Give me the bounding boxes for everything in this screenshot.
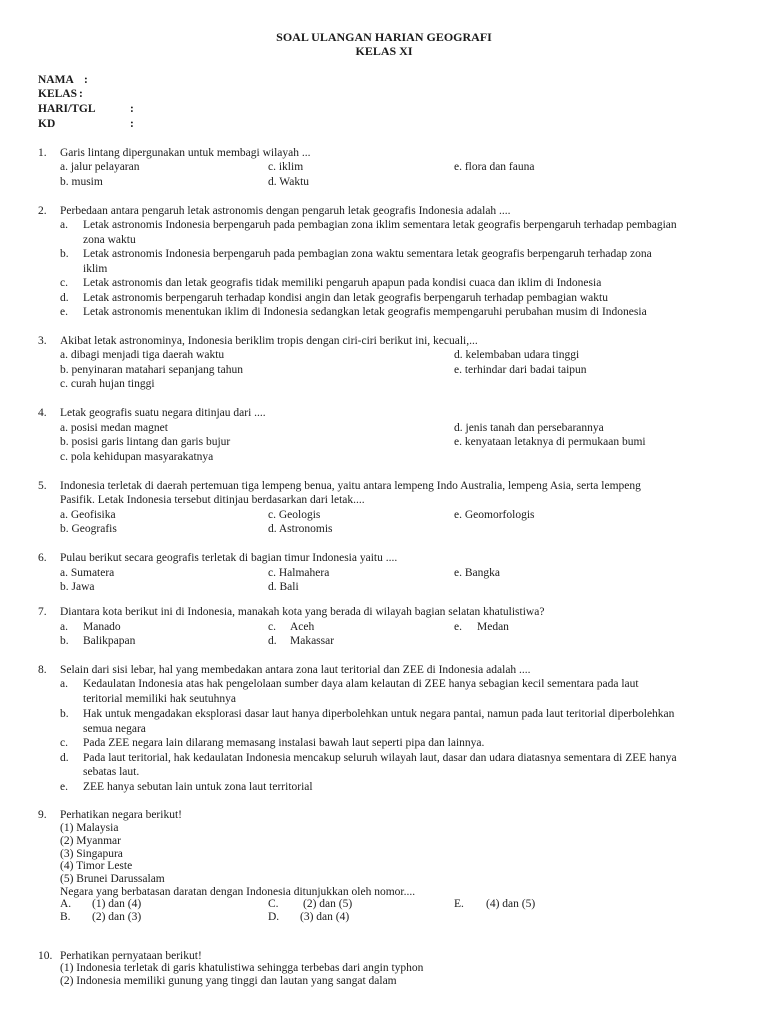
option-c-letter: c. <box>268 621 276 633</box>
option-a: a. posisi medan magnet <box>60 422 168 434</box>
question-number: 8. <box>38 664 47 676</box>
identity-label-kelas: KELAS <box>38 88 77 100</box>
option-b-text: Letak astronomis Indonesia berpengaruh pada pembagian zona waktu sementara letak geografis berpengaruh terhadap zona <box>83 248 652 260</box>
option-e: e. Geomorfologis <box>454 509 535 521</box>
option-d-text: Pada laut teritorial, hak kedaulatan Indonesia mencakup seluruh wilayah laut, dasar dan udara diatasnya sementara di ZEE hanya <box>83 752 677 764</box>
option-a-letter: a. <box>60 678 68 690</box>
option-d: d. Bali <box>268 581 299 593</box>
option-a-text: (1) dan (4) <box>92 898 142 910</box>
option-d: d. Astronomis <box>268 523 333 535</box>
question-number: 2. <box>38 205 47 217</box>
identity-colon: : <box>130 118 134 130</box>
option-d-text-cont: sebatas laut. <box>83 766 140 778</box>
page-subtitle: KELAS XI <box>355 44 413 58</box>
option-d-letter: d. <box>60 292 69 304</box>
option-b-letter: b. <box>60 635 69 647</box>
option-c: c. pola kehidupan masyarakatnya <box>60 451 214 463</box>
option-b-text: (2) dan (3) <box>92 911 142 923</box>
question-text: Indonesia terletak di daerah pertemuan tiga lempeng benua, yaitu antara lempeng Indo Australia, lempeng Asia, serta lempeng <box>60 480 641 492</box>
list-item: (1) Indonesia terletak di garis khatulistiwa sehingga terbebas dari angin typhon <box>60 962 424 974</box>
question-number: 6. <box>38 552 47 564</box>
option-e: e. kenyataan letaknya di permukaan bumi <box>454 436 646 448</box>
option-e-letter: e. <box>454 621 462 633</box>
list-item: (2) Indonesia memiliki gunung yang tinggi dan lautan yang sangat dalam <box>60 975 397 987</box>
option-b-text-cont: iklim <box>83 263 108 275</box>
option-e-text: ZEE hanya sebutan lain untuk zona laut territorial <box>83 781 313 793</box>
option-e-letter: e. <box>60 306 68 318</box>
option-b: b. penyinaran matahari sepanjang tahun <box>60 364 243 376</box>
option-e-letter: e. <box>60 781 68 793</box>
question-number: 9. <box>38 809 47 821</box>
option-d-text: Makassar <box>290 635 335 647</box>
option-c: c. Geologis <box>268 509 321 521</box>
question-number: 5. <box>38 480 47 492</box>
question-stem: Negara yang berbatasan daratan dengan Indonesia ditunjukkan oleh nomor.... <box>60 886 416 898</box>
option-b-letter: b. <box>60 248 69 260</box>
option-e-letter: E. <box>454 898 464 910</box>
option-b-text: Balikpapan <box>83 635 136 647</box>
option-c-letter: c. <box>60 277 68 289</box>
question-text: Perhatikan negara berikut! <box>60 809 182 821</box>
question-text: Akibat letak astronominya, Indonesia beriklim tropis dengan ciri-ciri berikut ini, kecuali,... <box>60 335 478 347</box>
identity-colon: : <box>79 88 83 100</box>
option-e-text: (4) dan (5) <box>486 898 536 910</box>
option-a-text: Manado <box>83 621 121 633</box>
option-b-text-cont: semua negara <box>83 723 146 735</box>
option-b: b. musim <box>60 176 103 188</box>
option-c-text: Pada ZEE negara lain dilarang memasang instalasi bawah laut seperti pipa dan lainnya. <box>83 737 485 749</box>
question-number: 10. <box>38 950 53 962</box>
option-a-text: Letak astronomis Indonesia berpengaruh pada pembagian zona iklim sementara letak geografis berpengaruh terhadap pembagian <box>83 219 677 231</box>
option-a: a. dibagi menjadi tiga daerah waktu <box>60 349 225 361</box>
identity-label-nama: NAMA <box>38 74 74 86</box>
option-c: c. Halmahera <box>268 567 330 579</box>
list-item: (1) Malaysia <box>60 822 119 834</box>
option-a: a. Geofisika <box>60 509 116 521</box>
question-text: Pulau berikut secara geografis terletak di bagian timur Indonesia yaitu .... <box>60 552 398 564</box>
option-e: e. terhindar dari badai taipun <box>454 364 587 376</box>
identity-colon: : <box>84 74 88 86</box>
option-a: a. jalur pelayaran <box>60 161 140 173</box>
option-d-letter: d. <box>268 635 277 647</box>
option-c-text: Letak astronomis dan letak geografis tidak memiliki pengaruh apapun pada kondisi cuaca dan iklim di Indonesia <box>83 277 602 289</box>
option-d-letter: D. <box>268 911 280 923</box>
option-c: c. curah hujan tinggi <box>60 378 155 390</box>
question-number: 4. <box>38 407 47 419</box>
question-text: Selain dari sisi lebar, hal yang membedakan antara zona laut teritorial dan ZEE di Indonesia adalah .... <box>60 664 531 676</box>
identity-label-hari: HARI/TGL <box>38 103 96 115</box>
option-c-text: Aceh <box>290 621 315 633</box>
question-text: Letak geografis suatu negara ditinjau dari .... <box>60 407 266 419</box>
question-number: 1. <box>38 147 47 159</box>
question-number: 7. <box>38 606 47 618</box>
page-title: SOAL ULANGAN HARIAN GEOGRAFI <box>276 30 492 44</box>
option-c-letter: c. <box>60 737 68 749</box>
option-b-text: Hak untuk mengadakan eksplorasi dasar laut hanya diperbolehkan untuk negara pantai, namun pada laut teritorial diperbolehkan <box>83 708 675 720</box>
option-a-text-cont: teritorial memiliki hak seutuhnya <box>83 693 236 705</box>
option-b-letter: b. <box>60 708 69 720</box>
option-b-letter: B. <box>60 911 71 923</box>
question-text: Diantara kota berikut ini di Indonesia, manakah kota yang berada di wilayah bagian selatan khatulistiwa? <box>60 606 545 618</box>
option-c-letter: C. <box>268 898 279 910</box>
list-item: (3) Singapura <box>60 848 123 860</box>
option-a-letter: a. <box>60 621 68 633</box>
option-c: c. iklim <box>268 161 304 173</box>
list-item: (5) Brunei Darussalam <box>60 873 165 885</box>
option-e: e. flora dan fauna <box>454 161 535 173</box>
option-b: b. posisi garis lintang dan garis bujur <box>60 436 231 448</box>
option-e-text: Letak astronomis menentukan iklim di Indonesia sedangkan letak geografis mempengaruhi perubahan musim di Indonesia <box>83 306 647 318</box>
identity-label-kd: KD <box>38 118 56 130</box>
question-text: Garis lintang dipergunakan untuk membagi wilayah ... <box>60 147 311 159</box>
option-d: d. jenis tanah dan persebarannya <box>454 422 604 434</box>
list-item: (2) Myanmar <box>60 835 121 847</box>
option-b: b. Jawa <box>60 581 95 593</box>
option-d: d. Waktu <box>268 176 310 188</box>
option-e: e. Bangka <box>454 567 500 579</box>
option-d-text: (3) dan (4) <box>300 911 350 923</box>
option-b: b. Geografis <box>60 523 117 535</box>
option-a-letter: A. <box>60 898 72 910</box>
question-text: Perbedaan antara pengaruh letak astronomis dengan pengaruh letak geografis Indonesia adalah .... <box>60 205 511 217</box>
identity-colon: : <box>130 103 134 115</box>
option-a-letter: a. <box>60 219 68 231</box>
question-text-cont: Pasifik. Letak Indonesia tersebut ditinjau berdasarkan dari letak.... <box>60 494 365 506</box>
option-c-text: (2) dan (5) <box>303 898 353 910</box>
question-text: Perhatikan pernyataan berikut! <box>60 950 202 962</box>
option-d-letter: d. <box>60 752 69 764</box>
option-a-text: Kedaulatan Indonesia atas hak pengelolaan sumber daya alam kelautan di ZEE hanya sebagian kecil sementara pada laut <box>83 678 639 690</box>
question-number: 3. <box>38 335 47 347</box>
option-d: d. kelembaban udara tinggi <box>454 349 580 361</box>
option-e-text: Medan <box>477 621 509 633</box>
option-a: a. Sumatera <box>60 567 115 579</box>
option-a-text-cont: zona waktu <box>83 234 136 246</box>
list-item: (4) Timor Leste <box>60 860 133 872</box>
option-d-text: Letak astronomis berpengaruh terhadap kondisi angin dan letak geografis berpengaruh terhadap pembagian waktu <box>83 292 608 304</box>
